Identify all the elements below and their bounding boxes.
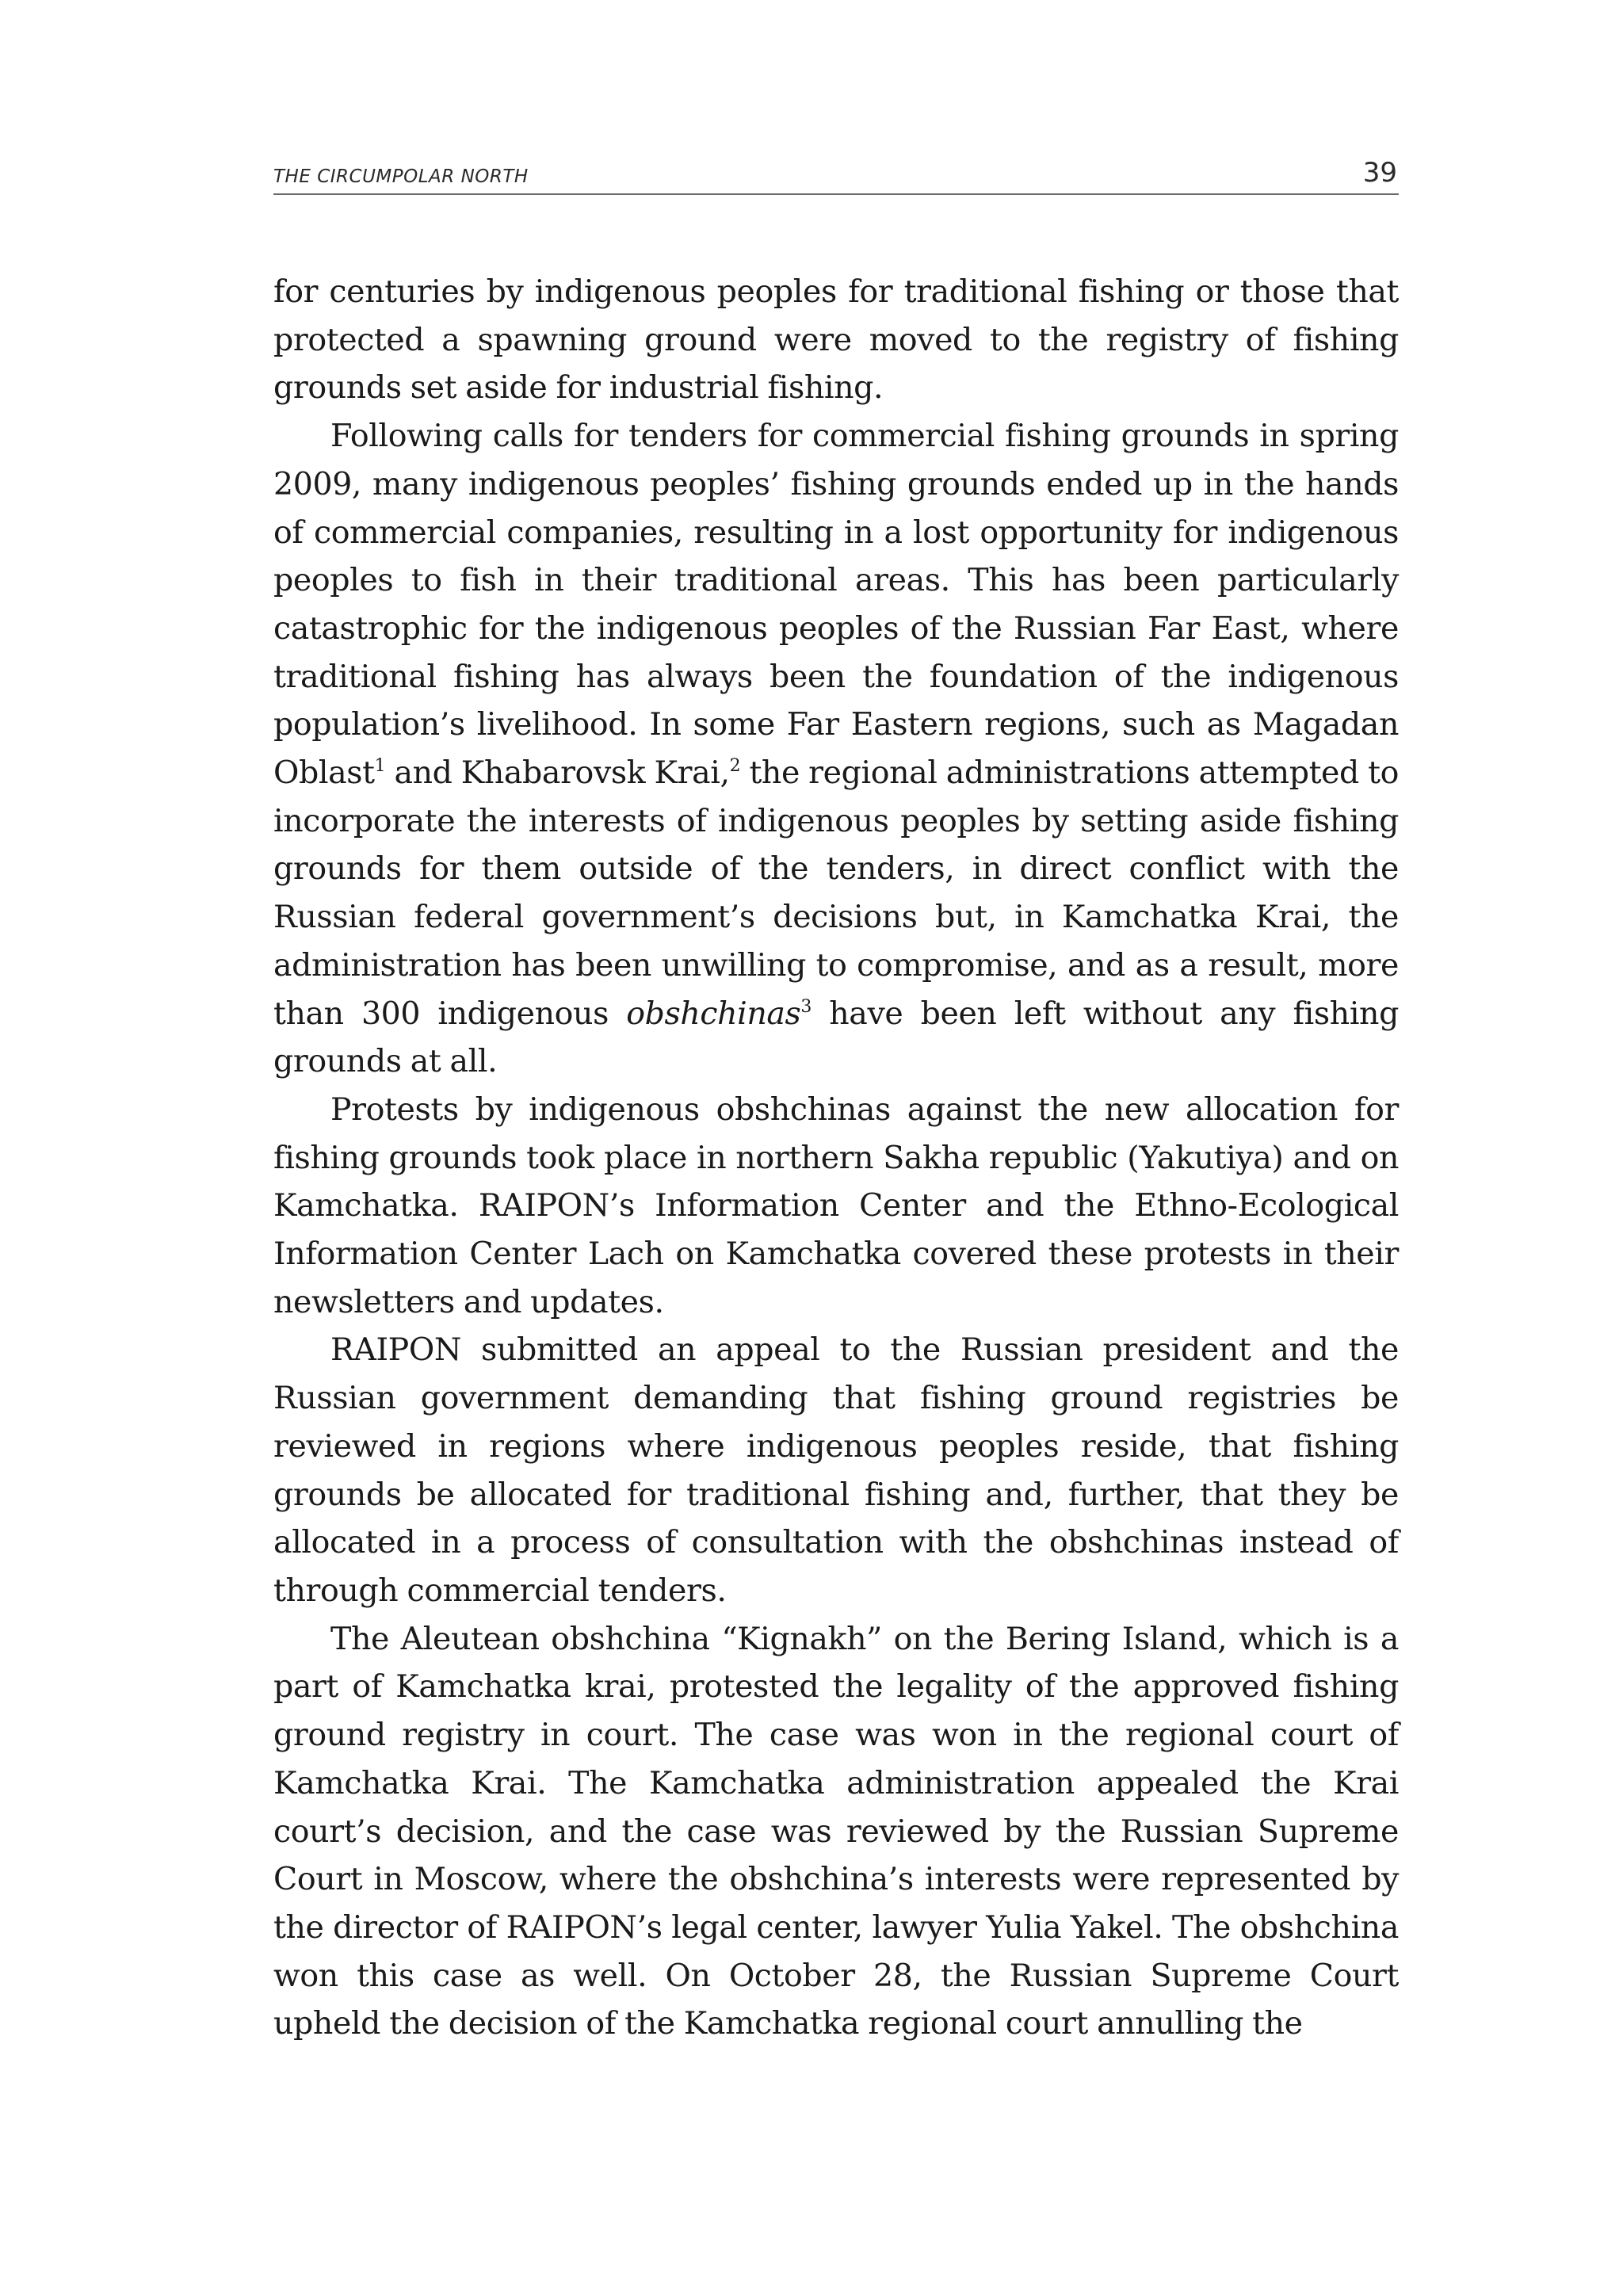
paragraph-tenders-text-2: and Khabarovsk Krai, bbox=[385, 755, 730, 792]
paragraph-tenders bbox=[273, 412, 1399, 1086]
footnote-ref-3[interactable]: 3 bbox=[800, 996, 812, 1017]
paragraph-tenders-text-1: Following calls for tenders for commercial fishing grounds in spring 2009, many indigenous peoples’ fishing grounds ended up in the hands of commercial companies, resulting in a lost opportunity for indigenous peoples to fish in their traditional areas. This has been particularly catastrophic for the indigenous peoples of the Russian Far East, where traditional fishing has always been the foundation of the indigenous population’s livelihood. In some Far Eastern regions, such as Magadan Oblast bbox=[273, 418, 1399, 792]
footnote-ref-2[interactable]: 2 bbox=[729, 756, 741, 777]
footnote-ref-1[interactable]: 1 bbox=[374, 756, 386, 777]
paragraph-protests: Protests by indigenous obshchinas against the new allocation for fishing grounds took place in northern Sakha republic (Yakutiya) and on Kamchatka. RAIPON’s Information Center and the Ethno-Ecological Information Center Lach on Kamchatka covered these protests in their newsletters and updates. bbox=[273, 1091, 1399, 1320]
paragraph-continuation: for centuries by indigenous peoples for traditional fishing or those that protected a spawning ground were moved to the registry of fishing grounds set aside for industrial fishing. bbox=[273, 273, 1399, 407]
paragraph-tenders-text-4: have been left without any fishing grounds at all. bbox=[273, 995, 1399, 1080]
paragraph-tenders-text-3: the regional administrations attempted to incorporate the interests of indigenous peoples by setting aside fishing grounds for them outside of the tenders, in direct conflict with the Russian federal government’s decisions but, in Kamchatka Krai, the administration has been unwilling to compromise, and as a result, more than 300 indigenous bbox=[273, 755, 1399, 1032]
paragraph-kignakh-case: The Aleutean obshchina “Kignakh” on the Bering Island, which is a part of Kamchatka krai, protested the legality of the approved fishing ground registry in court. The case was won in the regional court of Kamchatka Krai. The Kamchatka administration appealed the Krai court’s decision, and the case was reviewed by the Russian Supreme Court in Moscow, where the obshchina’s interests were represented by the director of RAIPON’s legal center, lawyer Yulia Yakel. The obshchina won this case as well. On October 28, the Russian Supreme Court upheld the decision of the Kamchatka regional court annulling the bbox=[273, 1620, 1399, 2042]
paragraph-raipon-appeal: RAIPON submitted an appeal to the Russian president and the Russian government demanding that fishing ground registries be reviewed in regions where indigenous peoples reside, that fishing grounds be allocated for traditional fishing and, further, that they be allocated in a process of consultation with the obshchinas instead of through commercial tenders. bbox=[273, 1331, 1399, 1609]
running-header bbox=[273, 155, 1399, 195]
italic-term-obshchinas: obshchinas bbox=[626, 995, 801, 1032]
page-number: 39 bbox=[1362, 157, 1397, 189]
body-text bbox=[273, 268, 1399, 2048]
running-title: THE CIRCUMPOLAR NORTH bbox=[273, 166, 529, 187]
